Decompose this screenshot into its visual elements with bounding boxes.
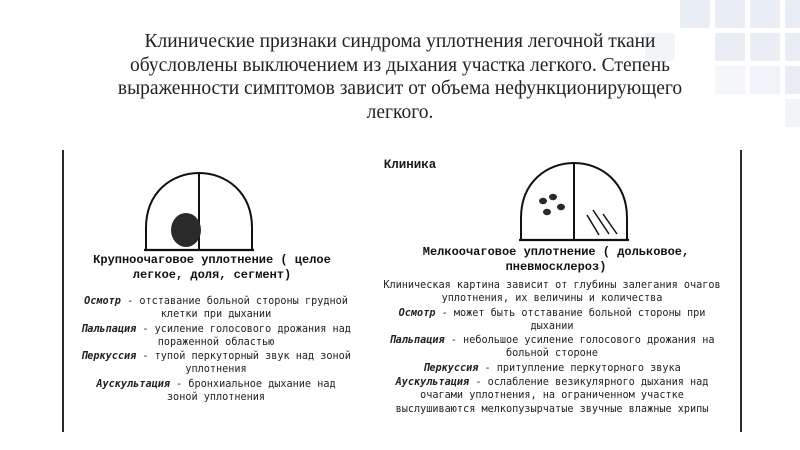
finding-term: Перкуссия [423, 362, 479, 374]
slide-title-line: легкого. [366, 101, 434, 123]
heading-line: Крупноочаговое уплотнение ( целое [93, 253, 331, 267]
finding-item [366, 334, 738, 361]
finding-text: Клиническая картина зависит от глубины залегания очагов [383, 280, 721, 291]
finding-item [68, 350, 364, 377]
left-column-findings [68, 295, 364, 405]
finding-term: Пальпация [389, 335, 445, 347]
finding-text: клетки при дыхании [160, 309, 272, 321]
finding-text: пораженной областью [157, 336, 275, 348]
finding-intro [366, 279, 738, 306]
finding-text: - бронхиальное дыхание над [170, 378, 336, 390]
finding-text: - притупление перкуторного звука [478, 362, 681, 374]
heading-line: пневмосклероз) [505, 260, 607, 274]
finding-item [68, 323, 364, 350]
finding-text: - небольшое усиление голосового дрожания на [444, 335, 715, 347]
slide-title-line: обусловлены выключением из дыхания участка легкого. Степень [129, 54, 671, 76]
finding-text: выслушиваются мелкопузырчатые звучные влажные хрипы [395, 403, 709, 415]
finding-item [366, 362, 738, 375]
finding-text: дыхании [530, 320, 574, 332]
right-column-heading [380, 245, 732, 275]
finding-term: Перкуссия [81, 351, 137, 363]
finding-text: очагами уплотнения, на ограниченном участке [420, 390, 684, 402]
panel-right-border [740, 150, 742, 432]
slide-title-line: Клинические признаки синдрома уплотнения легочной ткани [144, 31, 656, 52]
finding-term: Аускультация [395, 377, 470, 389]
heading-line: легкое, доля, сегмент) [132, 268, 292, 282]
finding-text: - тупой перкуторный звук над зоной [136, 351, 351, 363]
finding-item [68, 378, 364, 405]
finding-item [366, 307, 738, 334]
finding-term: Осмотр [398, 307, 436, 319]
lung-diagram-large-focus-icon [142, 170, 256, 252]
right-column-findings [366, 279, 738, 417]
finding-text: зоной уплотнения [166, 392, 266, 404]
finding-item [366, 376, 738, 416]
panel-left-border [62, 150, 64, 432]
finding-item [68, 295, 364, 322]
slide-title [40, 30, 760, 124]
finding-text: - ослабление везикулярного дыхания над [469, 377, 709, 389]
finding-term: Аускультация [96, 378, 170, 390]
lung-diagram-small-foci-icon [517, 160, 631, 242]
finding-text: больной стороне [505, 348, 598, 360]
finding-text: - отставание больной стороны грудной [120, 296, 348, 307]
finding-text: - может быть отставание больной стороны при [435, 307, 706, 319]
finding-text: - усиление голосового дрожания над [136, 323, 351, 335]
left-column-heading [62, 253, 362, 283]
clinic-panel [62, 150, 742, 432]
finding-text: уплотнения [185, 364, 247, 376]
panel-title: Клиника [383, 158, 437, 172]
heading-line: Мелкоочаговое уплотнение ( дольковое, [422, 245, 690, 259]
slide-title-line: выраженности симптомов зависит от объема нефункционирующего [117, 78, 683, 99]
finding-text: уплотнения, их величины и количества [441, 293, 663, 305]
finding-term: Пальпация [81, 323, 137, 335]
finding-term: Осмотр [84, 296, 121, 307]
